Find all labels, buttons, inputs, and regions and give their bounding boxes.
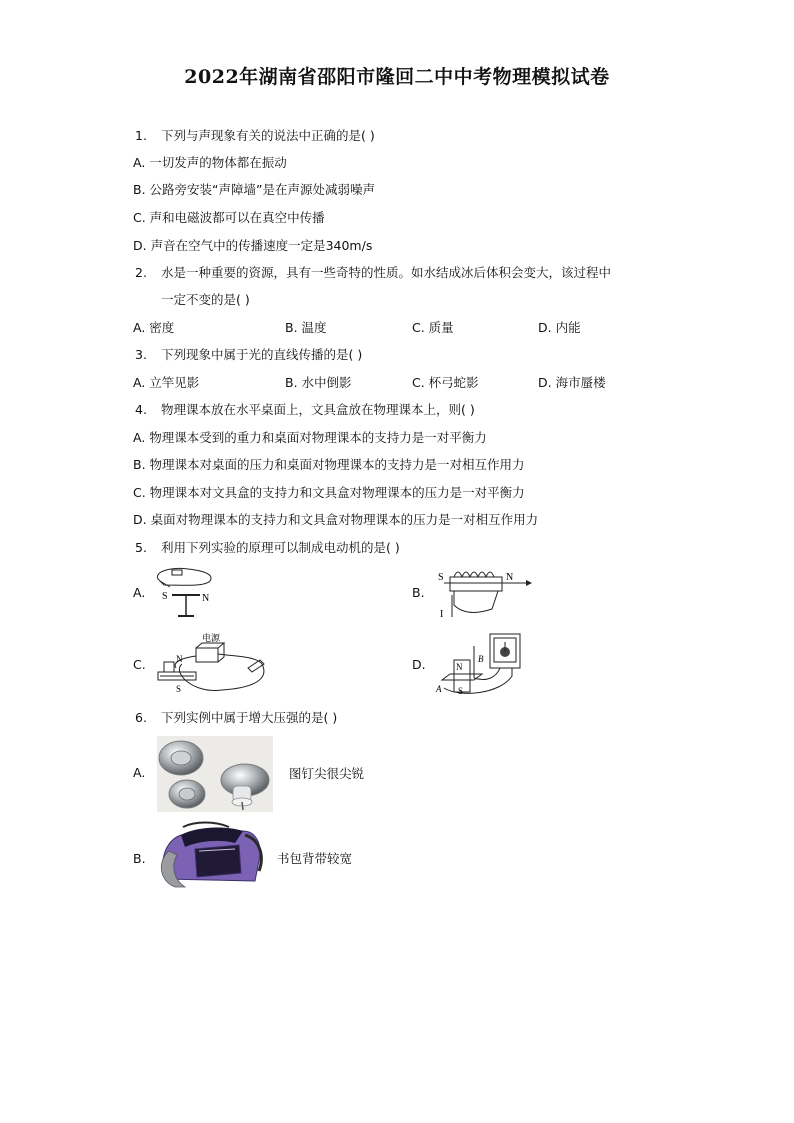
question-3-stem [135,347,362,363]
motor-circuit-figure [152,632,272,698]
q5-option-c: C. [133,657,146,672]
generator-a-label: A [436,684,442,694]
q4-option-d: D. 桌面对物理课本的支持力和文具盒对物理课本的压力是一对相互作用力 [133,512,539,527]
motor-s-label: S [176,684,182,694]
question-number: 6. [135,710,147,725]
question-2-stem [135,265,611,281]
q4-option-b: B. 物理课本对桌面的压力和桌面对物理课本的支持力是一对相互作用力 [133,457,525,472]
question-number: 1. [135,128,147,143]
q5-option-a: A. [133,585,146,600]
generator-s-label: S [458,686,464,696]
q6-option-a-letter: A. [133,765,146,780]
q4-option-c: C. 物理课本对文具盒的支持力和文具盒对物理课本的压力是一对平衡力 [133,485,525,500]
question-text: 下列实例中属于增大压强的是( ) [161,710,338,725]
question-1-stem [135,128,375,144]
q3-option-a: A. 立竿见影 [133,375,200,390]
q6-option-b-caption: 书包背带较宽 [277,851,353,866]
solenoid-figure [432,565,532,623]
q2-option-a: A. 密度 [133,320,175,335]
question-4-stem [135,402,475,418]
question-number: 4. [135,402,147,417]
q3-option-b: B. 水中倒影 [285,375,352,390]
q3-option-c: C. 杯弓蛇影 [412,375,479,390]
solenoid-s-label: S [438,572,444,583]
question-text: 水是一种重要的资源，具有一些奇特的性质。如水结成冰后体积会变大，该过程中 [161,265,612,280]
generator-b-label: B [478,654,484,664]
question-text: 利用下列实验的原理可以制成电动机的是( ) [161,540,400,555]
q4-option-a: A. 物理课本受到的重力和桌面对物理课本的支持力是一对平衡力 [133,430,487,445]
q2-option-c: C. 质量 [412,320,454,335]
q6-option-a-caption: 图钉尖很尖锐 [289,766,365,781]
question-number: 3. [135,347,147,362]
q3-option-d: D. 海市蜃楼 [538,375,606,390]
question-number: 2. [135,265,147,280]
question-2-stem-continued: 一定不变的是( ) [161,292,250,307]
generator-figure [430,632,526,698]
q5-option-d: D. [412,657,426,672]
q1-option-d: D. 声音在空气中的传播速度一定是340m/s [133,238,373,253]
compass-n-label: N [202,593,210,604]
question-number: 5. [135,540,147,555]
solenoid-current-label: I [440,609,444,620]
power-source-label: 电源 [202,634,221,644]
thumbtack-photo [157,736,273,812]
q1-option-a: A. 一切发声的物体都在振动 [133,155,287,170]
q2-option-b: B. 温度 [285,320,327,335]
compass-s-label: S [162,591,168,602]
question-5-stem [135,540,400,556]
q6-option-b-letter: B. [133,851,146,866]
question-text: 物理课本放在水平桌面上，文具盒放在物理课本上，则( ) [161,402,475,417]
question-6-stem [135,710,337,726]
generator-n-label: N [456,662,463,672]
compass-experiment-figure [152,565,218,621]
q5-option-b: B. [412,585,425,600]
q1-option-b: B. 公路旁安装“声障墙”是在声源处减弱噪声 [133,182,375,197]
motor-n-label: N [176,654,183,664]
q2-option-d: D. 内能 [538,320,581,335]
page-title: 2022年湖南省邵阳市隆回二中中考物理模拟试卷 [184,66,610,88]
backpack-photo [155,821,267,891]
solenoid-n-label: N [506,572,514,583]
question-text: 下列与声现象有关的说法中正确的是( ) [161,128,375,143]
question-text: 下列现象中属于光的直线传播的是( ) [161,347,363,362]
q1-option-c: C. 声和电磁波都可以在真空中传播 [133,210,325,225]
